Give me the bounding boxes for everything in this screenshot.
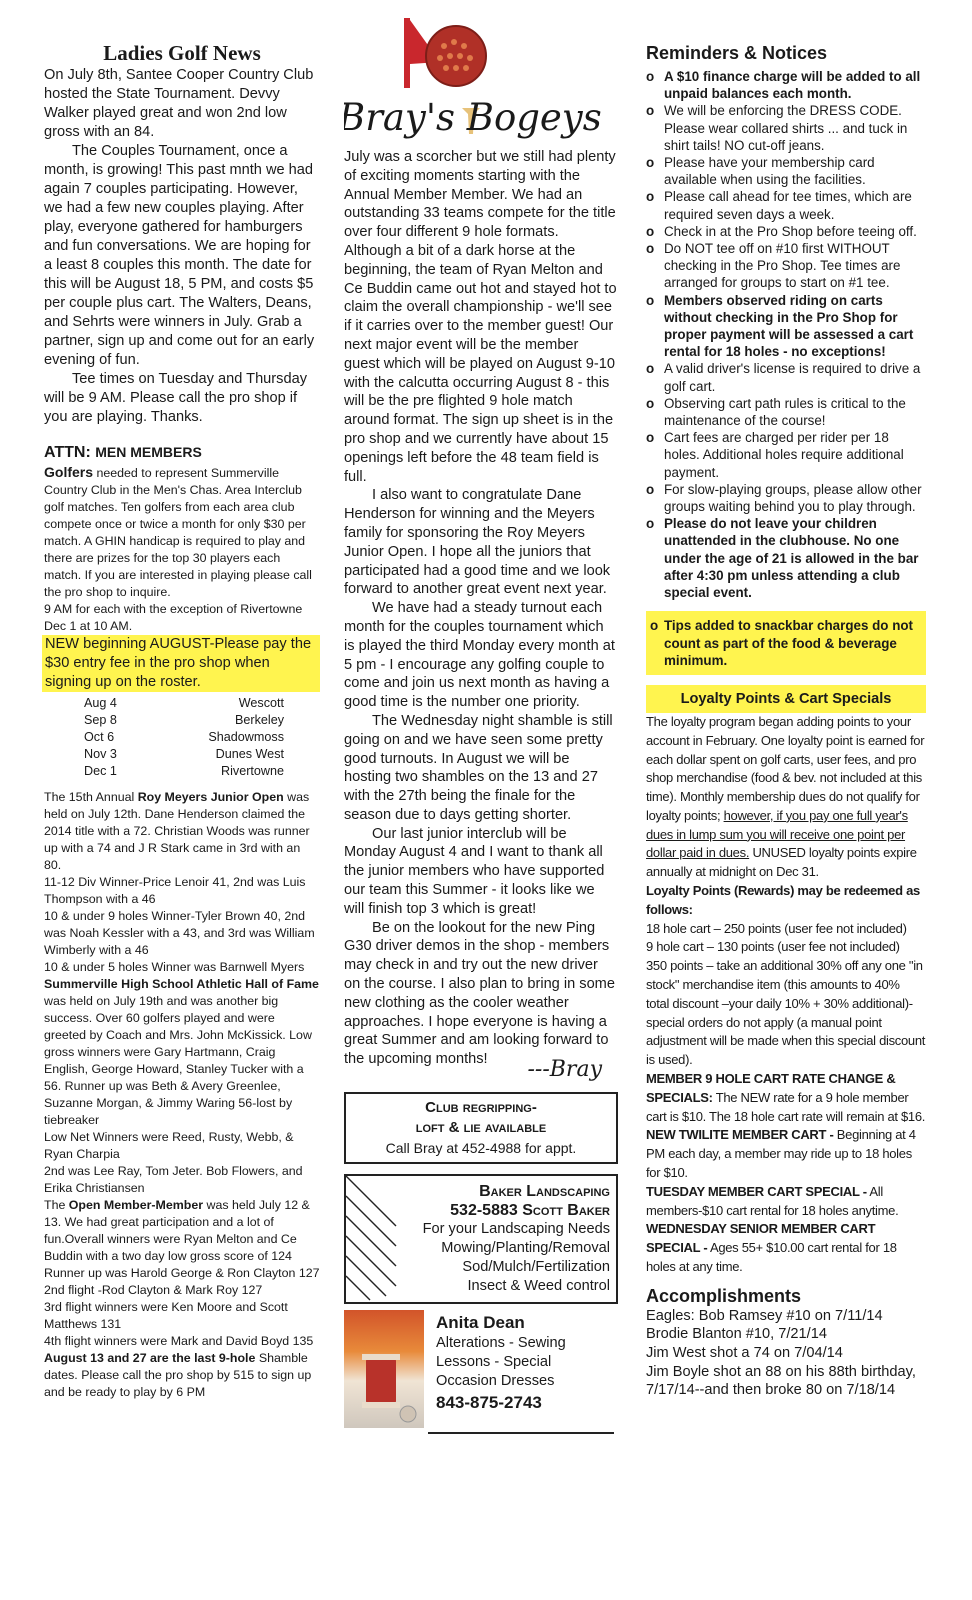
accomplishment-line: Jim West shot a 74 on 7/04/14 [646,1345,843,1361]
notice-item: o Do NOT tee off on #10 first WITHOUT checking in the Pro Shop. Tee times are arranged for groups to start on #1 tee. [646,240,926,292]
cart-special [646,1070,926,1126]
anita-text [436,1312,566,1415]
attn-label2: MEN MEMBERS [95,444,202,460]
notice-item: o Observing cart path rules is critical to the maintenance of the course! [646,395,926,429]
result-text: was held on July 19th and was another big success. Over 60 golfers played and were greeted by Coach and Mrs. John McKissick. Low gross winners were Gary Hartmann, Craig English, George Howard, Stanley Tucker with a 56. Runner up was Beth & Avery Greenlee, Suzanne Morgan, & Jimmy Waring 56-lost by tiebreaker [44,994,312,1127]
attn-body [44,464,320,601]
notice-item: o We will be enforcing the DRESS CODE. Please wear collared shirts ... and tuck in shirt tails! NO cut-off jeans. [646,102,926,154]
bray-p5: Our last junior interclub will be Monday August 4 and I want to thank all the junior members who have supported our team this Summer - it looks like we will finish top 3 which is great! [344,825,605,917]
attn-highlight: NEW beginning AUGUST-Please pay the $30 entry fee in the pro shop when signing up on the roster. [42,635,320,692]
special-heading: NEW TWILITE MEMBER CART - [646,1127,834,1143]
thread-spool-icon [344,1310,424,1428]
anita-line: Occasion Dresses [436,1373,555,1390]
result-text: The 15th Annual [44,790,138,804]
baker-landscaping-ad [344,1174,618,1304]
result-line: 4th flight winners were Mark and David Boyd 135 [44,1334,314,1348]
attn-heading [44,441,320,464]
left-column [44,0,320,1401]
ladies-p3: Tee times on Tuesday and Thursday will be 9 AM. Please call the pro shop if you are playing. Thanks. [44,371,307,425]
result-bold: Summerville High School Athletic Hall of Fame [44,977,319,991]
loyalty-p1 [646,713,926,882]
divider [428,1432,614,1434]
notices-list [646,68,926,601]
baker-line: For your Landscaping Needs [422,1221,610,1238]
bray-p6: Be on the lookout for the new Ping G30 driver demos in the shop - members may check in and try out the new driver on the course. I also plan to bring in some new clothing as the cooler weather approaches. I hope everyone is having a great Summer and am looking forward to the upcoming months! [344,919,615,1068]
result-line: 11-12 Div Winner-Price Lenoir 41, 2nd was Luis Thompson with a 46 [44,875,306,906]
result-line: Runner up was Harold George & Ron Clayton 127 [44,1266,320,1280]
baker-phone: 532-5883 Scott Baker [450,1202,610,1220]
result-text: was held on July 12th. Dane Henderson claimed the 2014 title with a 72. Christian Woods was runner up with a 74 and J R Stark came in 3rd with an 80. [44,790,310,872]
loyalty-underlined: however, if you pay one full year's dues in lump sum you will receive one point per dollar paid in dues. [646,807,908,861]
reminders-title: Reminders & Notices [646,43,828,63]
loyalty-body [646,713,926,1277]
baker-text [423,1182,610,1296]
notice-item: o A valid driver's license is required to drive a golf cart. [646,360,926,394]
anita-line: Lessons - Special [436,1354,552,1371]
loyalty-reward: 18 hole cart – 250 points (user fee not included) [646,920,907,936]
schedule-date: Nov 3 [84,747,117,761]
notice-item: o Please do not leave your children unattended in the clubhouse. No one under the age of 21 is allowed in the bar after 4:30 pm unless attending a club special event. [646,515,926,601]
attn-label: ATTN: [44,444,91,461]
result-text: Shamble dates. Please call the pro shop by 515 to sign up and be ready to play by 6 PM [44,1351,312,1399]
cart-special [646,1126,926,1182]
bray-signature: ---Bray [527,1057,602,1083]
regripping-ad [344,1092,618,1164]
schedule-date: Dec 1 [84,764,117,778]
schedule-club: Berkeley [235,713,284,727]
notice-item: o For slow-playing groups, please allow other groups waiting behind you to play through. [646,481,926,515]
regrip-line3: Call Bray at 452-4988 for appt. [385,1140,577,1157]
accomplishment-line: Eagles: Bob Ramsey #10 on 7/11/14 [646,1307,883,1324]
notice-item: o Members observed riding on carts without checking in the Pro Shop for proper payment will be assessed a cart rental for 18 holes - no exceptions! [646,292,926,361]
anita-phone: 843-875-2743 [436,1393,542,1413]
special-heading: MEMBER 9 HOLE CART RATE CHANGE & SPECIALS: [646,1071,896,1105]
brays-bogeys-logo [344,0,618,148]
anita-dean-ad [344,1310,618,1434]
interclub-schedule [84,695,284,780]
notice-item: o Please call ahead for tee times, which are required seven days a week. [646,188,926,222]
attn-body-text: needed to represent Summerville Country Club in the Men's Chas. Area Interclub golf matches. Ten golfers from each area club compete once or twice a month for only $30 per match. A GHIN handicap is required to play and there are prizes for the top 30 players each match. If you are interested in playing please call the pro shop to inquire. [44,466,312,599]
result-roy-meyers [44,789,320,874]
hatching-decoration-icon [346,1176,406,1302]
sewing-spool-icon [344,1310,424,1428]
schedule-club: Wescott [238,696,284,710]
logo-text: Bray's Bogeys [344,96,602,139]
schedule-row [84,729,284,746]
ladies-p2: The Couples Tournament, once a month, is growing! This past mnth we had again 7 couples participating. However, we had a few new couples playing. After play, everyone gathered for hamburgers and fun conversations. We are hoping for a least 8 couples this month. The date for this will be August 18, 5 PM, and costs $5 per couple plus cart. The Walters, Deans, and Sehrts were winners in July. Grab a partner, sign up and come out for an early evening of fun. [44,143,315,368]
bray-p3: We have had a steady turnout each month for the couples tournament which is played the third Monday every month at 5 pm - I encourage any golfing couple to come and join us next month as having a good time is the number one priority. [344,600,615,711]
middle-column [344,0,618,1434]
schedule-row [84,746,284,763]
special-text: Ages 55+ $10.00 cart rental for 18 holes at any time. [646,1240,897,1275]
bray-p2: I also want to congratulate Dane Henderson for winning and the Meyers family for sponsoring the Roy Meyers Junior Open. I hope all the juniors that participated had a good time and we look forward to another great event next year. [344,487,611,598]
result-text: was held July 12 & 13. We had great participation and a lot of fun.Overall winners were Ryan Melton and Ce Buddin with a two day low gross score of 124 [44,1198,310,1263]
regrip-line2: loft & lie available [415,1119,547,1137]
attn-note: 9 AM for each with the exception of Rivertowne Dec 1 at 10 AM. [44,602,303,633]
regrip-line1: Club regripping- [425,1099,537,1117]
notice-item: o Cart fees are charged per rider per 18 holes. Additional holes require additional payment. [646,429,926,481]
schedule-date: Aug 4 [84,696,117,710]
result-line: Low Net Winners were Reed, Rusty, Webb, & Ryan Charpia [44,1130,294,1161]
schedule-club: Rivertowne [221,764,284,778]
result-line: 10 & under 9 holes Winner-Tyler Brown 40, 2nd was Noah Kessler with a 43, and 3rd was William Wimberly with a 46 [44,909,315,957]
schedule-club: Dunes West [215,747,284,761]
schedule-date: Oct 6 [84,730,115,744]
result-bold: Open Member-Member [68,1198,204,1212]
result-hall-of-fame [44,976,320,1129]
special-text: All members-$10 cart rental for 18 holes anytime. [646,1183,899,1218]
notice-item: o Please have your membership card available when using the facilities. [646,154,926,188]
loyalty-redeem: Loyalty Points (Rewards) may be redeemed as follows: [646,883,920,917]
loyalty-text: UNUSED loyalty points expire annually at midnight on Dec 31. [646,845,917,880]
ladies-p1: On July 8th, Santee Cooper Country Club hosted the State Tournament. Devvy Walker played great and won 2nd low gross with an 84. [44,67,314,140]
right-column [646,0,926,1400]
schedule-date: Sep 8 [84,713,117,727]
anita-name: Anita Dean [436,1313,525,1333]
accomplishments-title: Accomplishments [646,1285,802,1306]
special-heading: WEDNESDAY SENIOR MEMBER CART SPECIAL - [646,1221,876,1256]
accomplishment-line: Jim Boyle shot an 88 on his 88th birthday, 7/17/14--and then broke 80 on 7/18/14 [646,1363,916,1399]
result-line: 10 & under 5 holes Winner was Barnwell Myers [44,960,305,974]
result-bold: August 13 and 27 are the last 9-hole [44,1351,256,1365]
special-text: Beginning at 4 PM each day, a member may ride up to 18 holes for $10. [646,1127,916,1181]
schedule-club: Shadowmoss [208,730,284,744]
baker-line: Insect & Weed control [467,1278,610,1295]
notice-item: o Check in at the Pro Shop before teeing off. [646,223,926,240]
schedule-row [84,712,284,729]
result-text: The [44,1198,69,1212]
anita-line: Alterations - Sewing [436,1335,566,1352]
notice-item: o A $10 finance charge will be added to all unpaid balances each month. [646,68,926,102]
result-bold: Roy Meyers Junior Open [137,790,284,804]
result-line: 2nd flight -Rod Clayton & Mark Roy 127 [44,1283,263,1297]
schedule-row [84,763,284,780]
accomplishment-line: Brodie Blanton #10, 7/21/14 [646,1326,827,1343]
special-heading: TUESDAY MEMBER CART SPECIAL - [646,1183,867,1199]
loyalty-text: The loyalty program began adding points to your account in February. One loyalty point is earned for each dollar spent on golf carts, user fees, and pro shop merchandise (food & bev. not included at this time). Monthly membership dues do not qualify for loyalty points; [646,713,925,823]
baker-name: Baker Landscaping [479,1183,610,1201]
baker-line: Sod/Mulch/Fertilization [462,1259,610,1276]
cart-special [646,1220,926,1276]
special-text: The NEW rate for a 9 hole member cart is $10. The 18 hole cart rate will remain at $16. [646,1089,926,1124]
tip-notice: o Tips added to snackbar charges do not count as part of the food & beverage minimum. [646,611,926,675]
bray-p1: July was a scorcher but we still had plenty of exciting moments starting with the Annual Member Member. We had an outstanding 33 teams compete for the title over four different 9 hole formats. Although a bit of a dark horse at the beginning, the team of Ryan Melton and Ce Buddin came out hot and stayed hot to claim the overall championship - we'll see if it carries over to the member guest! Our next major event will be the member guest which will be played on August 9-10 with the calcutta occurring August 8 - this will be the pre flighted 9 hole match around format. The sign up sheet is in the pro shop and we currently have about 15 openings left before the 48 team field is full. [344,149,617,485]
golf-ball-logo-icon [344,0,618,148]
result-line: 2nd was Lee Ray, Tom Jeter. Bob Flowers, and Erika Christiansen [44,1164,303,1195]
cart-special [646,1183,926,1221]
baker-line: Mowing/Planting/Removal [441,1240,610,1257]
bray-p4: The Wednesday night shamble is still going on and we have seen some pretty good turnouts. In August we will be hosting two shambles on the 13 and 27 with the 27th being the finale for the season due to days getting shorter. [344,712,613,823]
result-shamble [44,1350,320,1401]
loyalty-reward: 350 points – take an additional 30% off any one "in stock" merchandise item (this amounts to 40% total discount –your daily 10% + 30% additional)-special orders do not apply (a manual point adjustment will be made when this special discount is used). [646,958,926,1068]
attn-lead: Golfers [44,464,94,480]
schedule-row [84,695,284,712]
loyalty-title: Loyalty Points & Cart Specials [646,685,926,713]
loyalty-reward: 9 hole cart – 130 points (user fee not included) [646,939,900,955]
result-member-member [44,1197,320,1265]
ladies-golf-title: Ladies Golf News [103,41,261,65]
result-line: 3rd flight winners were Ken Moore and Scott Matthews 131 [44,1300,288,1331]
